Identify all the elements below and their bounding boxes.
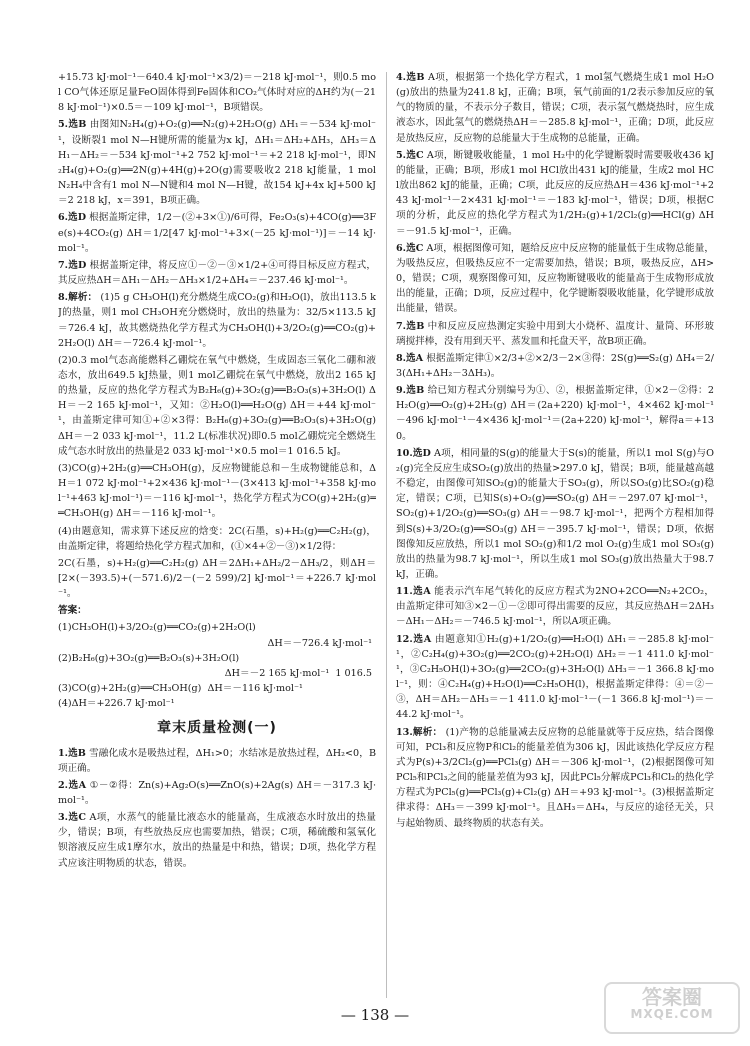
answer-line: (2)B₂H₆(g)+3O₂(g)══B₂O₃(s)+3H₂O(l) — [58, 652, 240, 664]
answer-block — [58, 603, 376, 711]
solution-item-right-9 — [396, 725, 714, 831]
item-text: (3)CO(g)+2H₂(g)══CH₃OH(g)，反应物键能总和－生成物键能总和，ΔH＝1 072 kJ·mol⁻¹+2×436 kJ·mol⁻¹－(3×413 kJ·mol⁻¹+358 kJ·mol⁻¹+463 kJ·mol⁻¹)＝－116 kJ·mol⁻¹，热化学方程式为CO(g)+2H₂(g)══CH₃OH(g) ΔH＝－116 kJ·mol⁻¹。 — [58, 462, 376, 520]
solution-item-right-0 — [396, 70, 714, 146]
item-text: 能表示汽车尾气转化的反应方程式为2NO+2CO══N₂+2CO₂，由盖斯定律可知③×2－①－②即可得出需要的反应，其反应热ΔH＝2ΔH₃－ΔH₁－ΔH₂＝－746.5 kJ·mol⁻¹，所以A项正确。 — [396, 586, 714, 628]
item-text: A项，水蒸气的能量比液态水的能量高，生成液态水时放出的热量少，错误；B项，有些放热反应也需要加热，错误；C项，稀硫酸和氢氧化钡溶液反应生成1摩尔水，放出的热量是中和热，错误；D项，热化学方程式应该注明物质的状态，错误。 — [58, 812, 376, 869]
item-label: 12.选A — [396, 633, 432, 645]
answer-line: (1)CH₃OH(l)+3/2O₂(g)══CO₂(g)+2H₂O(l) — [58, 622, 256, 634]
solution-item-right-3 — [396, 319, 714, 349]
item-text: 根据盖斯定律，将反应①－②－③×1/2+④可得目标反应方程式，其反应热ΔH＝ΔH₁－ΔH₂－ΔH₃×1/2+ΔH₄＝－237.46 kJ·mol⁻¹。 — [58, 259, 376, 287]
item-label: 6.选D — [58, 212, 87, 224]
answer-lines — [58, 620, 376, 711]
answer-label: 答案： — [58, 605, 87, 617]
item-text: 给已知方程式分别编号为①、②，根据盖斯定律，①×2－②得：2H₂O(g)══O₂(g)+2H₂(g) ΔH＝(2a+220) kJ·mol⁻¹，4×462 kJ·mol⁻¹－496 kJ·mol⁻¹－4×436 kJ·mol⁻¹＝(2a+220) kJ·mol⁻¹，解得a＝+130。 — [396, 385, 714, 442]
item-label: 5.选C — [396, 149, 424, 161]
answer-line: ΔH＝－726.4 kJ·mol⁻¹ — [267, 637, 372, 649]
column-divider — [386, 72, 387, 998]
solution-item-right-2 — [396, 241, 714, 317]
solution-item-4 — [58, 290, 376, 351]
item-label: 4.选B — [396, 72, 425, 83]
left-items — [58, 70, 376, 601]
item-text: 由题意知①H₂(g)+1/2O₂(g)══H₂O(l) ΔH₁＝－285.8 kJ·mol⁻¹，②C₂H₄(g)+3O₂(g)══2CO₂(g)+2H₂O(l) ΔH₂＝－1 411.0 kJ·mol⁻¹，③C₂H₅OH(l)+3O₂(g)══2CO₂(g)+3H₂O(l) ΔH₃＝－1 366.8 kJ·mol⁻¹，则：④C₂H₄(g)+H₂O(l)══C₂H₅OH(l)，根据盖斯定律得：④＝②－③，ΔH＝ΔH₂－ΔH₃＝－1 411.0 kJ·mol⁻¹－(－1 366.8 kJ·mol⁻¹)＝－44.2 kJ·mol⁻¹。 — [396, 633, 714, 721]
item-text: 2C(石墨，s)+H₂(g)══C₂H₂(g) ΔH＝2ΔH₁+ΔH₂/2－ΔH₃/2，则ΔH＝[2×(－393.5)+(－571.6)/2－(－2 599)/2] kJ·mol⁻¹＝+226.7 kJ·mol⁻¹。 — [58, 557, 376, 600]
solution-item-8 — [58, 556, 376, 601]
watermark-text: 答案圈 — [642, 985, 702, 1009]
item-label: 11.选A — [396, 586, 431, 598]
solution-item-3 — [58, 258, 376, 288]
solution-item-0 — [58, 70, 376, 115]
item-text: (2)0.3 mol气态高能燃料乙硼烷在氧气中燃烧，生成固态三氧化二硼和液态水，放出649.5 kJ热量，则1 mol乙硼烷在氧气中燃烧，放出2 165 kJ的热量，反应的热化学方程式为B₂H₆(g)+3O₂(g)══B₂O₃(s)+3H₂O(l) ΔH＝－2 165 kJ·mol⁻¹，又知：②H₂O(l)══H₂O(g) ΔH＝+44 kJ·mol⁻¹，由盖斯定律可知①+②×3得：B₂H₆(g)+3O₂(g)══B₂O₃(s)+3H₂O(g) ΔH＝－2 033 kJ·mol⁻¹，11.2 L(标准状况)即0.5 mol乙硼烷完全燃烧生成气态水时放出的热量是2 033 kJ·mol⁻¹×0.5 mol＝1 016.5 kJ。 — [58, 354, 376, 457]
answer-line: (4)ΔH＝+226.7 kJ·mol⁻¹ — [58, 698, 175, 710]
solution-item-right-8 — [396, 632, 714, 723]
quiz-item-1 — [58, 778, 376, 808]
item-text: 雪融化成水是吸热过程，ΔH₁>0；水结冰是放热过程，ΔH₂<0，B项正确。 — [58, 747, 376, 774]
section-title: 章末质量检测(一) — [157, 720, 277, 737]
right-items — [396, 70, 714, 831]
item-text: +15.73 kJ·mol⁻¹－640.4 kJ·mol⁻¹×3/2)＝－218 kJ·mol⁻¹，则0.5 mol CO气体还原足量FeO固体得到Fe固体和CO₂气体时对应的ΔH约为(－218 kJ·mol⁻¹)×0.5＝－109 kJ·mol⁻¹，B项错误。 — [58, 72, 376, 114]
item-label: 9.选B — [396, 385, 425, 397]
solution-item-2 — [58, 210, 376, 255]
solution-item-right-7 — [396, 584, 714, 629]
item-text: (1)产物的总能量减去反应物的总能量就等于反应热，结合图像可知，PCl₃和反应物P和Cl₂的能量差值为306 kJ，因此该热化学反应方程式为P(s)+3/2Cl₂(g)══PCl₃(g) ΔH＝－306 kJ·mol⁻¹，(2)根据图像可知PCl₅和PCl₃之间的能量差值为93 kJ，因此PCl₅分解成PCl₃和Cl₂的热化学方程式为PCl₅(g)══PCl₃(g)+Cl₂(g) ΔH＝+93 kJ·mol⁻¹。(3)根据盖斯定律求得：ΔH₃＝－399 kJ·mol⁻¹。且ΔH₃＝ΔH₄，与反应的途径无关，只与起始物质、最终物质的状态有关。 — [396, 726, 714, 829]
item-label: 8.解析： — [58, 292, 98, 304]
solution-item-right-5 — [396, 383, 714, 444]
right-column — [396, 70, 714, 833]
quiz-item-2 — [58, 810, 376, 871]
item-label: 7.选D — [58, 259, 87, 271]
item-text: ①－②得：Zn(s)+Ag₂O(s)══ZnO(s)+2Ag(s) ΔH＝－317.3 kJ·mol⁻¹。 — [58, 779, 376, 806]
answer-line: (3)CO(g)+2H₂(g)══CH₃OH(g) ΔH＝－116 kJ·mol⁻¹ — [58, 683, 303, 695]
item-text: A项，根据第一个热化学方程式，1 mol氢气燃烧生成1 mol H₂O(g)放出的热量为241.8 kJ，正确；B项，氧气前面的1/2表示参加反应的氧气的物质的量，不表示分子数目，错误；C项，表示氢气燃烧热时，应生成液态水，因此氢气的燃烧热ΔH＝－285.8 kJ·mol⁻¹，正确；D项，此反应是放热反应，反应物的总能量大于生成物的总能量，正确。 — [396, 72, 714, 144]
item-label: 7.选B — [396, 320, 425, 332]
solution-item-right-6 — [396, 446, 714, 582]
item-text: A项，断键吸收能量，1 mol H₂中的化学键断裂时需要吸收436 kJ的能量，正确；B项，形成1 mol HCl放出431 kJ的能量，生成2 mol HCl放出862 kJ的能量，正确；C项，此反应的反应热ΔH＝436 kJ·mol⁻¹+243 kJ·mol⁻¹－2×431 kJ·mol⁻¹＝－183 kJ·mol⁻¹，错误；D项，根据C项的分析，此反应的热化学方程式为1/2H₂(g)+1/2Cl₂(g)══HCl(g) ΔH＝－91.5 kJ·mol⁻¹，正确。 — [396, 149, 714, 237]
page-body — [58, 70, 714, 1000]
item-text: A项，相同量的S(g)的能量大于S(s)的能量，所以1 mol S(g)与O₂(g)完全反应生成SO₂(g)放出的热量>297.0 kJ，错误；B项，能量越高越不稳定，由图像可知SO₂(g)的能量大于SO₃(g)，所以SO₃(g)比SO₂(g)稳定，错误；C项，已知S(s)+O₂(g)══SO₂(g) ΔH＝－297.07 kJ·mol⁻¹，SO₂(g)+1/2O₂(g)══SO₃(g) ΔH＝－98.7 kJ·mol⁻¹，把两个方程相加得到S(s)+3/2O₂(g)══SO₃(g) ΔH＝－395.7 kJ·mol⁻¹，错误；D项，依据图像知反应放热，所以1 mol SO₂(g)和1/2 mol O₂(g)生成1 mol SO₃(g)放出的热量为98.7 kJ·mol⁻¹，所以生成1 mol SO₃(g)放出热量大于98.7 kJ，正确。 — [396, 447, 714, 580]
item-text: A项，根据图像可知，题给反应中反应物的能量低于生成物总能量，为吸热反应，但吸热反应不一定需要加热，错误；B项，吸热反应，ΔH>0，错误；C项，观察图像可知，反应物断键吸收的能量高于生成物形成放出的能量，正确；D项，反应过程中，化学键断裂吸收能量，化学键形成放出能量，错误。 — [396, 242, 714, 315]
answer-line: ΔH＝－2 165 kJ·mol⁻¹ 1 016.5 — [224, 667, 372, 679]
quiz-item-0 — [58, 746, 376, 776]
solution-item-1 — [58, 117, 376, 208]
solution-item-7 — [58, 524, 376, 554]
item-text: (4)由题意知，需求算下述反应的焓变：2C(石墨，s)+H₂(g)══C₂H₂(g)，由盖斯定律，将题给热化学方程式加和，(①×4+②－③)×1/2得： — [58, 525, 376, 552]
item-label: 6.选C — [396, 242, 424, 254]
item-label: 5.选B — [58, 119, 87, 131]
page-number: — 138 — — [340, 1006, 410, 1024]
left-items-after — [58, 746, 376, 871]
item-label: 1.选B — [58, 747, 86, 759]
item-text: (1)5 g CH₃OH(l)充分燃烧生成CO₂(g)和H₂O(l)，放出113.5 kJ的热量，则1 mol CH₃OH充分燃烧时，放出的热量为：32/5×113.5 kJ＝726.4 kJ，故其燃烧热化学方程式为CH₃OH(l)+3/2O₂(g)══CO₂(g)+2H₂O(l) ΔH＝－726.4 kJ·mol⁻¹。 — [58, 292, 376, 349]
site-watermark-logo — [604, 982, 740, 1034]
item-text: 由图知N₂H₄(g)+O₂(g)══N₂(g)+2H₂O(g) ΔH₁＝－534 kJ·mol⁻¹，设断裂1 mol N—H键所需的能量为x kJ，ΔH₁＝ΔH₂+ΔH₃，ΔH₃＝ΔH₁－ΔH₂＝－534 kJ·mol⁻¹+2 752 kJ·mol⁻¹＝+2 218 kJ·mol⁻¹，即N₂H₄(g)+O₂(g)══2N(g)+4H(g)+2O(g)需要吸收2 218 kJ能量，1 mol N₂H₄中含有1 mol N—N键和4 mol N—H键，故154 kJ+4x kJ+500 kJ＝2 218 kJ，x＝391，B项正确。 — [58, 119, 376, 207]
item-label: 13.解析： — [396, 726, 443, 738]
solution-item-6 — [58, 461, 376, 522]
solution-item-5 — [58, 353, 376, 459]
solution-item-right-4 — [396, 351, 714, 381]
item-label: 8.选A — [396, 352, 424, 364]
solution-item-right-1 — [396, 148, 714, 239]
item-text: 根据盖斯定律①×2/3+②×2/3－2×③得：2S(g)══S₂(g) ΔH₄＝2/3(ΔH₁+ΔH₂－3ΔH₃)。 — [396, 352, 714, 379]
item-label: 10.选D — [396, 447, 431, 459]
item-text: 中和反应反应热测定实验中用到大小烧杯、温度计、量筒、环形玻璃搅拌棒，没有用到天平、蒸发皿和托盘天平，故B项正确。 — [396, 320, 714, 347]
item-label: 2.选A — [58, 779, 87, 791]
item-text: 根据盖斯定律，1/2－(②+3×①)/6可得，Fe₂O₃(s)+4CO(g)══3Fe(s)+4CO₂(g) ΔH＝1/2[47 kJ·mol⁻¹+3×(－25 kJ·mol⁻¹)]＝－14 kJ·mol⁻¹。 — [58, 212, 376, 254]
item-label: 3.选C — [58, 812, 87, 824]
watermark-url: MXQE.COM — [630, 1007, 714, 1021]
left-column — [58, 70, 376, 873]
